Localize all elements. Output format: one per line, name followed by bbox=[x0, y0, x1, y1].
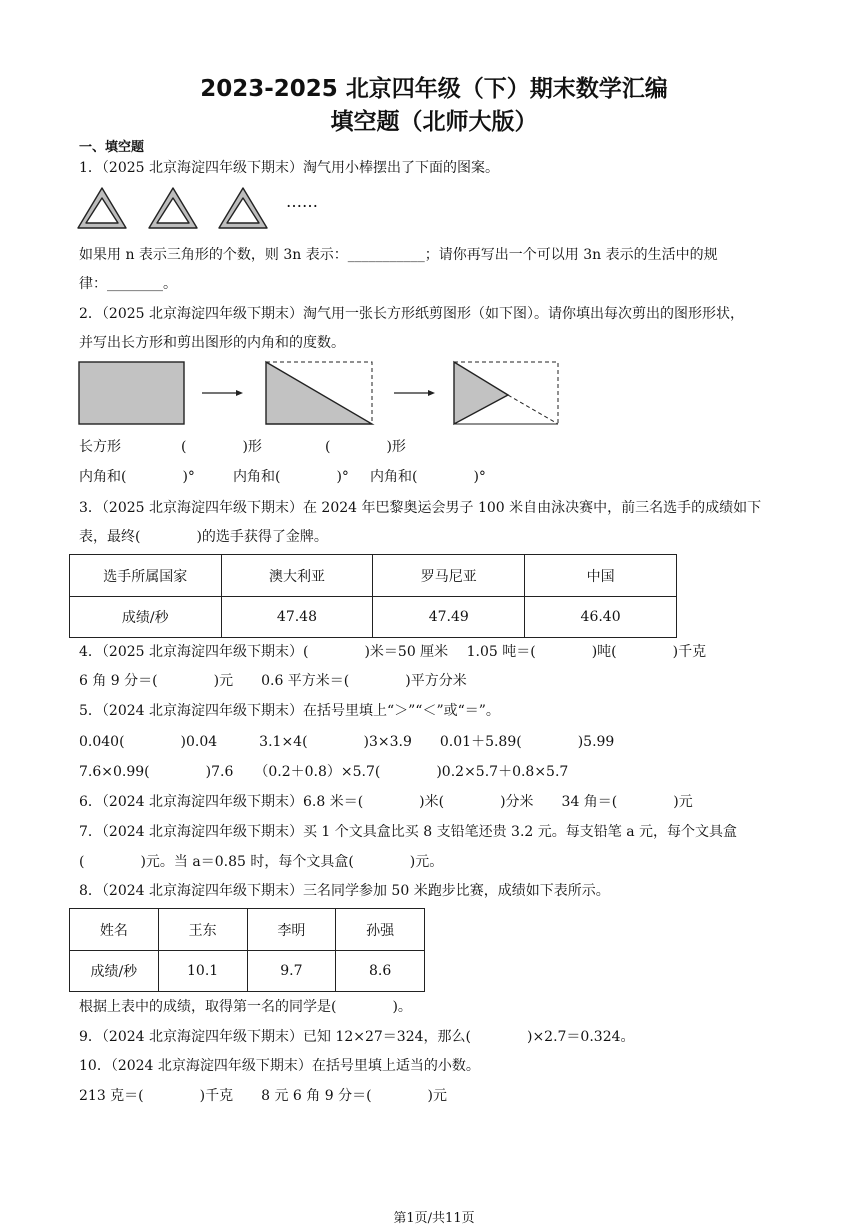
q7-line2: ( )元。当 a＝0.85 时，每个文具盒( )元。 bbox=[79, 854, 444, 870]
q10-stem: 10．（2024 北京海淀四年级下期末）在括号里填上适当的小数。 bbox=[79, 1058, 480, 1074]
table-cell: 47.48 bbox=[221, 597, 373, 638]
q6-line: 6．（2024 北京海淀四年级下期末）6.8 米＝( )米( )分米 34 角＝( )元 bbox=[79, 794, 693, 810]
q3-stem1: 3．（2025 北京海淀四年级下期末）在 2024 年巴黎奥运会男子 100 米自由泳决赛中，前三名选手的成绩如下 bbox=[79, 500, 762, 516]
table-cell: 8.6 bbox=[336, 951, 425, 992]
run-results-table bbox=[69, 908, 425, 992]
q2-angle-label-1: 内角和( )° bbox=[79, 469, 195, 485]
table-cell: 成绩/秒 bbox=[70, 597, 222, 638]
q1-line2: 律：________。 bbox=[79, 276, 177, 292]
q8-stem: 8．（2024 北京海淀四年级下期末）三名同学参加 50 米跑步比赛，成绩如下表所示。 bbox=[79, 883, 610, 899]
table-header-cell: 澳大利亚 bbox=[221, 555, 373, 597]
q5-line2: 7.6×0.99( )7.6 （0.2＋0.8）×5.7( )0.2×5.7＋0.8×5.7 bbox=[79, 764, 569, 780]
page-footer: 第1页/共11页 bbox=[393, 1211, 475, 1226]
q1-line1: 如果用 n 表示三角形的个数，则 3n 表示：___________；请你再写出一个可以用 3n 表示的生活中的规 bbox=[79, 247, 718, 263]
rectangle-cut-figure bbox=[78, 361, 563, 427]
swim-results-table bbox=[69, 554, 677, 638]
triangle-icon bbox=[149, 188, 197, 228]
table-header-cell: 罗马尼亚 bbox=[373, 555, 525, 597]
triangle-shape bbox=[266, 362, 372, 424]
q2-stem1: 2．（2025 北京海淀四年级下期末）淘气用一张长方形纸剪图形（如下图）。请你填出每次剪出的图形形状， bbox=[79, 306, 744, 322]
triangle-icon bbox=[219, 188, 267, 228]
table-cell: 9.7 bbox=[247, 951, 336, 992]
q9-line: 9．（2024 北京海淀四年级下期末）已知 12×27＝324，那么( )×2.7＝0.324。 bbox=[79, 1029, 635, 1045]
q5-line1: 0.040( )0.04 3.1×4( )3×3.9 0.01＋5.89( )5.99 bbox=[79, 734, 615, 750]
q5-stem: 5．（2024 北京海淀四年级下期末）在括号里填上“＞”“＜”或“＝”。 bbox=[79, 703, 500, 719]
q3-stem2: 表，最终( )的选手获得了金牌。 bbox=[79, 529, 328, 545]
q4-line2: 6 角 9 分＝( )元 0.6 平方米＝( )平方分米 bbox=[79, 673, 467, 689]
table-cell: 10.1 bbox=[158, 951, 247, 992]
rectangle-shape bbox=[79, 362, 184, 424]
q2-stem2: 并写出长方形和剪出图形的内角和的度数。 bbox=[79, 335, 345, 351]
triangle-sticks-figure bbox=[78, 186, 288, 234]
section-heading: 一、填空题 bbox=[79, 140, 145, 155]
table-cell: 成绩/秒 bbox=[70, 951, 159, 992]
table-header-cell: 李明 bbox=[247, 909, 336, 951]
q4-line1: 4．（2025 北京海淀四年级下期末）( )米＝50 厘米 1.05 吨＝( )吨( )千克 bbox=[79, 644, 707, 660]
q2-shape-label-1: 长方形 bbox=[79, 439, 121, 455]
table-header-cell: 选手所属国家 bbox=[70, 555, 222, 597]
table-header-cell: 王东 bbox=[158, 909, 247, 951]
page-title: 2023-2025 北京四年级（下）期末数学汇编 bbox=[200, 76, 668, 102]
q2-angle-label-3: 内角和( )° bbox=[370, 469, 486, 485]
q7-line1: 7．（2024 北京海淀四年级下期末）买 1 个文具盒比买 8 支铅笔还贵 3.2 元。每支铅笔 a 元，每个文具盒 bbox=[79, 824, 738, 840]
table-header-cell: 姓名 bbox=[70, 909, 159, 951]
q1-stem: 1．（2025 北京海淀四年级下期末）淘气用小棒摆出了下面的图案。 bbox=[79, 160, 499, 176]
page-subtitle: 填空题（北师大版） bbox=[330, 109, 538, 135]
triangle-icon bbox=[78, 188, 126, 228]
q2-shape-label-3: ( )形 bbox=[325, 439, 406, 455]
table-cell: 46.40 bbox=[525, 597, 677, 638]
q10-line: 213 克＝( )千克 8 元 6 角 9 分＝( )元 bbox=[79, 1088, 447, 1104]
small-triangle-shape bbox=[454, 362, 508, 424]
q2-angle-label-2: 内角和( )° bbox=[233, 469, 349, 485]
ellipsis-dots: …… bbox=[286, 192, 318, 211]
table-header-cell: 中国 bbox=[525, 555, 677, 597]
q2-shape-label-2: ( )形 bbox=[181, 439, 262, 455]
table-cell: 47.49 bbox=[373, 597, 525, 638]
q8-after: 根据上表中的成绩，取得第一名的同学是( )。 bbox=[79, 999, 412, 1015]
table-header-cell: 孙强 bbox=[336, 909, 425, 951]
